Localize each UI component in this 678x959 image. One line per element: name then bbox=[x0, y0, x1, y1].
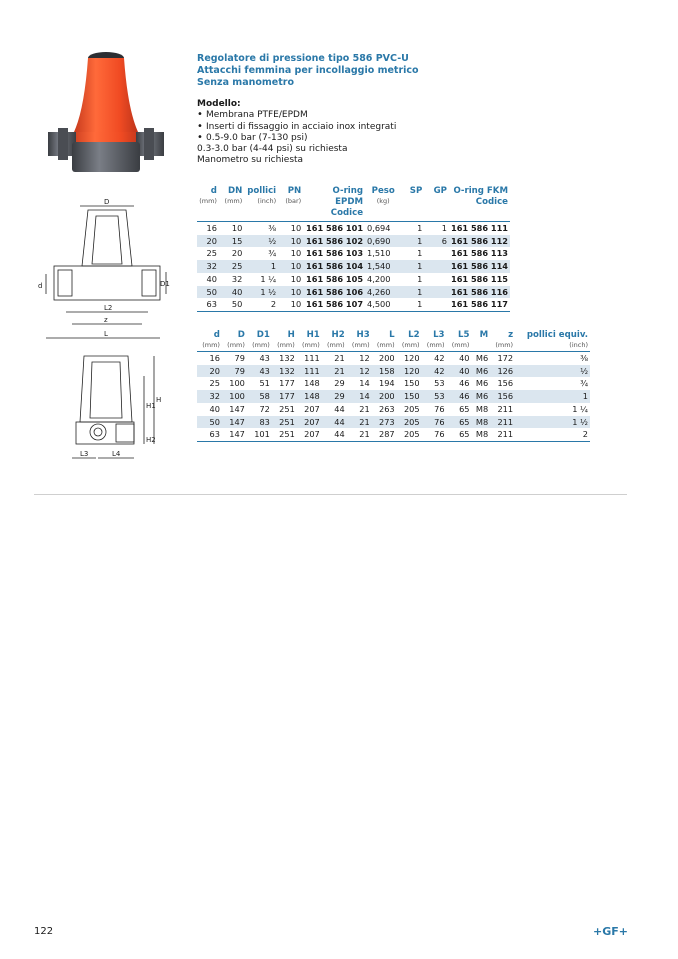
table-cell: 53 bbox=[434, 378, 445, 389]
column-header-unit: (inch) bbox=[257, 197, 277, 205]
column-header bbox=[219, 186, 244, 222]
column-header bbox=[272, 330, 297, 352]
table-cell: 40 bbox=[447, 365, 472, 378]
column-header-unit: (bar) bbox=[285, 197, 302, 205]
table-cell: 251 bbox=[279, 403, 295, 414]
table-cell: 156 bbox=[497, 378, 514, 389]
column-header-unit: (mm) bbox=[227, 341, 245, 349]
table-cell: 161 586 105 bbox=[306, 273, 364, 284]
column-header bbox=[424, 186, 449, 222]
table-cell: 21 bbox=[347, 428, 372, 441]
dim-label-D: D bbox=[104, 198, 110, 206]
table-cell: 32 bbox=[197, 260, 219, 273]
column-header bbox=[197, 330, 222, 352]
table-cell: 72 bbox=[259, 403, 270, 414]
table-row bbox=[197, 390, 590, 403]
table-cell: 211 bbox=[490, 428, 515, 441]
table-cell: 6 bbox=[424, 235, 449, 248]
column-header-label: d bbox=[210, 186, 217, 196]
table-cell: 16 bbox=[209, 353, 220, 363]
table-cell: 101 bbox=[247, 428, 272, 441]
column-header bbox=[197, 186, 219, 222]
column-header bbox=[471, 330, 490, 352]
table-cell: 32 bbox=[197, 390, 222, 403]
dim-label-z: z bbox=[104, 316, 108, 324]
table-cell: 1 bbox=[515, 390, 590, 403]
table-cell: 20 bbox=[231, 248, 243, 259]
table-cell: 40 bbox=[459, 353, 470, 363]
column-header bbox=[297, 330, 322, 352]
table-cell: 15 bbox=[219, 235, 244, 248]
table-cell: 1 bbox=[417, 248, 423, 259]
table-cell: 12 bbox=[347, 365, 372, 378]
model-bullet: • 0.5-9.0 bar (7-130 psi) bbox=[197, 133, 457, 144]
gf-logo: +GF+ bbox=[593, 925, 628, 938]
table-cell: 1 bbox=[401, 235, 424, 248]
column-header bbox=[372, 330, 397, 352]
column-header-label: L5 bbox=[458, 330, 470, 340]
table-cell: M8 bbox=[471, 416, 490, 429]
table-row bbox=[197, 416, 590, 429]
table-cell: 161 586 113 bbox=[451, 248, 508, 259]
column-header-label: O-ring FKM Codice bbox=[453, 186, 508, 207]
table-cell: 0,690 bbox=[365, 235, 401, 248]
table-cell: 132 bbox=[279, 353, 295, 363]
column-header-unit: (mm) bbox=[426, 341, 445, 349]
table-cell: 161 586 107 bbox=[303, 298, 365, 311]
table-row bbox=[197, 428, 590, 441]
divider bbox=[34, 494, 627, 495]
table-cell: 40 bbox=[209, 403, 220, 414]
table-cell: 161 586 104 bbox=[303, 260, 365, 273]
table-cell: 14 bbox=[359, 378, 370, 389]
dimensions-table bbox=[197, 330, 590, 442]
table-cell: 43 bbox=[259, 353, 270, 363]
column-header bbox=[303, 186, 365, 222]
table-cell: 177 bbox=[279, 378, 295, 389]
column-header bbox=[222, 330, 247, 352]
dim-label-H2: H2 bbox=[146, 436, 156, 444]
table-cell: 58 bbox=[247, 390, 272, 403]
table-cell: 79 bbox=[222, 365, 247, 378]
table-cell: 150 bbox=[397, 390, 422, 403]
column-header-label: pollici equiv. bbox=[526, 330, 588, 340]
column-header-unit: (kg) bbox=[376, 197, 390, 205]
table-cell: 40 bbox=[219, 286, 244, 299]
table-cell: 111 bbox=[304, 353, 320, 363]
dim-label-H1: H1 bbox=[146, 402, 156, 410]
table-cell: 161 586 111 bbox=[451, 223, 508, 233]
column-header-label: DN bbox=[227, 186, 243, 196]
column-header bbox=[422, 330, 447, 352]
table-cell: 65 bbox=[459, 403, 470, 414]
table-cell: ½ bbox=[515, 365, 590, 378]
column-header-label: L2 bbox=[408, 330, 420, 340]
table-cell bbox=[424, 298, 449, 311]
column-header-label: Peso bbox=[371, 186, 395, 196]
dim-label-L: L bbox=[104, 330, 108, 338]
table-cell: 65 bbox=[447, 428, 472, 441]
table-cell: 1 bbox=[417, 273, 423, 284]
table-cell: 4,200 bbox=[367, 273, 391, 284]
table-row bbox=[197, 247, 510, 260]
column-header-label: PN bbox=[287, 186, 302, 196]
table-cell: 263 bbox=[378, 403, 395, 414]
product-title bbox=[197, 53, 457, 89]
table-cell: 205 bbox=[397, 416, 422, 429]
table-cell: 156 bbox=[490, 390, 515, 403]
column-header-unit: (mm) bbox=[277, 341, 295, 349]
table-row bbox=[197, 365, 590, 378]
table-cell bbox=[424, 286, 449, 299]
table-cell: 29 bbox=[334, 378, 345, 389]
table-cell: 287 bbox=[372, 428, 397, 441]
column-header-label: O-ring EPDM Codice bbox=[330, 186, 364, 218]
table-cell: 111 bbox=[297, 365, 322, 378]
table-cell: ¾ bbox=[268, 248, 277, 259]
column-header-label: H2 bbox=[331, 330, 345, 340]
table-cell: 1 bbox=[417, 223, 423, 233]
dim-label-d: d bbox=[38, 282, 43, 290]
table-cell: 211 bbox=[497, 403, 514, 414]
table-cell: 200 bbox=[372, 390, 397, 403]
table-cell: ¾ bbox=[580, 378, 588, 389]
table-cell: 25 bbox=[206, 248, 217, 259]
table-cell: 147 bbox=[222, 416, 247, 429]
table-cell: 29 bbox=[322, 390, 347, 403]
column-header bbox=[401, 186, 424, 222]
column-header-unit: (mm) bbox=[202, 341, 220, 349]
table-cell: 10 bbox=[278, 260, 303, 273]
table-cell: 46 bbox=[447, 390, 472, 403]
dim-label-H: H bbox=[156, 396, 162, 404]
table-cell: 132 bbox=[272, 365, 297, 378]
table-cell: 76 bbox=[434, 403, 445, 414]
table-cell: 44 bbox=[322, 416, 347, 429]
column-header bbox=[347, 330, 372, 352]
table-cell: M8 bbox=[471, 428, 490, 441]
model-description bbox=[197, 99, 457, 167]
model-bullet: • Membrana PTFE/EPDM bbox=[197, 110, 457, 121]
table-cell: 25 bbox=[209, 378, 220, 389]
table-cell: M6 bbox=[471, 390, 490, 403]
table-cell: 251 bbox=[272, 428, 297, 441]
table-cell: 161 586 103 bbox=[306, 248, 364, 259]
table-cell: M6 bbox=[475, 378, 489, 389]
table-cell: 2 bbox=[244, 298, 278, 311]
table-cell: 4,500 bbox=[365, 298, 401, 311]
title-line: Attacchi femmina per incollaggio metrico bbox=[197, 65, 419, 76]
table-cell: 120 bbox=[403, 353, 420, 363]
table-cell: 21 bbox=[347, 416, 372, 429]
table-row bbox=[197, 377, 590, 390]
table-cell: 148 bbox=[304, 378, 320, 389]
column-header bbox=[449, 186, 510, 222]
table-cell: 161 586 112 bbox=[449, 235, 510, 248]
table-cell: 79 bbox=[234, 353, 245, 363]
column-header bbox=[322, 330, 347, 352]
table-cell: 161 586 117 bbox=[449, 298, 510, 311]
column-header-label: H bbox=[287, 330, 295, 340]
table-cell: 76 bbox=[422, 416, 447, 429]
table-cell: 53 bbox=[422, 390, 447, 403]
column-header-unit: (mm) bbox=[302, 341, 320, 349]
table-cell: 50 bbox=[219, 298, 244, 311]
table-cell: 14 bbox=[347, 390, 372, 403]
model-heading: Modello: bbox=[197, 99, 241, 109]
column-header-label: d bbox=[213, 330, 220, 340]
table-row bbox=[197, 298, 510, 311]
table-cell: 10 bbox=[278, 235, 303, 248]
table-cell: 10 bbox=[231, 223, 243, 233]
table-cell: 251 bbox=[272, 416, 297, 429]
column-header bbox=[278, 186, 303, 222]
column-header-label: SP bbox=[409, 186, 423, 196]
table-cell: 207 bbox=[297, 416, 322, 429]
column-header-label: D bbox=[237, 330, 245, 340]
column-header-unit: (mm) bbox=[451, 341, 470, 349]
table-cell: 10 bbox=[290, 223, 302, 233]
product-photo bbox=[36, 44, 176, 179]
table-cell: ½ bbox=[244, 235, 278, 248]
column-header-label: z bbox=[508, 330, 514, 340]
column-header-label: H1 bbox=[306, 330, 320, 340]
table-cell: 50 bbox=[197, 286, 219, 299]
table-cell: 207 bbox=[297, 428, 322, 441]
table-cell: 147 bbox=[222, 428, 247, 441]
table-cell: 1 bbox=[441, 223, 447, 233]
table-cell: 65 bbox=[447, 416, 472, 429]
column-header-label: M bbox=[479, 330, 489, 340]
table-cell: 205 bbox=[397, 428, 422, 441]
table-cell: 1,510 bbox=[367, 248, 391, 259]
table-row bbox=[197, 260, 510, 273]
table-cell: M8 bbox=[475, 403, 489, 414]
column-header-label: D1 bbox=[256, 330, 270, 340]
table-cell: 161 586 115 bbox=[451, 273, 508, 284]
table-cell: 63 bbox=[197, 298, 219, 311]
table-cell: 200 bbox=[378, 353, 395, 363]
table-cell: 46 bbox=[459, 378, 470, 389]
table-cell: 0,694 bbox=[367, 223, 391, 233]
table-cell: 4,260 bbox=[365, 286, 401, 299]
table-cell: 50 bbox=[197, 416, 222, 429]
table-cell: 12 bbox=[359, 353, 370, 363]
column-header-label: pollici bbox=[247, 186, 277, 196]
table-cell: 1 bbox=[244, 260, 278, 273]
table-cell: 10 bbox=[290, 273, 302, 284]
table-cell: 148 bbox=[297, 390, 322, 403]
table-row bbox=[197, 286, 510, 299]
table-cell: 172 bbox=[497, 353, 514, 363]
table-cell bbox=[424, 273, 449, 286]
table-row bbox=[197, 403, 590, 416]
table-cell: 32 bbox=[231, 273, 243, 284]
table-cell: 194 bbox=[378, 378, 395, 389]
table-cell: 126 bbox=[490, 365, 515, 378]
model-bullet: • Inserti di fissaggio in acciaio inox integrati bbox=[197, 122, 457, 133]
table-cell: 205 bbox=[403, 403, 420, 414]
table-cell: 76 bbox=[422, 428, 447, 441]
column-header-label: L bbox=[389, 330, 395, 340]
table-cell: 147 bbox=[229, 403, 245, 414]
column-header bbox=[515, 330, 590, 352]
table-cell: 16 bbox=[206, 223, 217, 233]
technical-drawing bbox=[36, 196, 174, 476]
table-cell: 207 bbox=[304, 403, 320, 414]
table-cell: 161 586 106 bbox=[303, 286, 365, 299]
table-cell: 1 ½ bbox=[515, 416, 590, 429]
table-cell: 83 bbox=[247, 416, 272, 429]
table-cell bbox=[424, 247, 449, 260]
table-cell: 44 bbox=[322, 428, 347, 441]
table-cell: 10 bbox=[278, 298, 303, 311]
title-line: Regolatore di pressione tipo 586 PVC-U bbox=[197, 53, 409, 64]
table-cell: 20 bbox=[197, 235, 219, 248]
dim-label-D1: D1 bbox=[160, 280, 170, 288]
table-cell: 44 bbox=[334, 403, 345, 414]
table-cell: 1 ½ bbox=[244, 286, 278, 299]
table-cell: 100 bbox=[222, 390, 247, 403]
table-cell: 1 ¼ bbox=[572, 403, 588, 414]
table-cell: 158 bbox=[372, 365, 397, 378]
column-header-unit: (mm) bbox=[376, 341, 395, 349]
table-cell: 161 586 101 bbox=[306, 223, 364, 233]
table-cell: M6 bbox=[471, 365, 490, 378]
column-header bbox=[447, 330, 472, 352]
table-row bbox=[197, 235, 510, 248]
table-cell: 100 bbox=[229, 378, 245, 389]
table-cell: 20 bbox=[197, 365, 222, 378]
table-cell: ⅜ bbox=[268, 223, 277, 233]
table-cell: 40 bbox=[206, 273, 217, 284]
column-header-unit: (mm) bbox=[199, 197, 217, 205]
table-cell: 1 bbox=[401, 286, 424, 299]
table-cell: 42 bbox=[434, 353, 445, 363]
column-header-unit: (mm) bbox=[495, 341, 514, 349]
table-cell: 42 bbox=[422, 365, 447, 378]
table-cell: 1 bbox=[401, 298, 424, 311]
table-cell: 161 586 116 bbox=[449, 286, 510, 299]
column-header-unit: (mm) bbox=[326, 341, 345, 349]
table-cell: 1 bbox=[401, 260, 424, 273]
table-cell: 10 bbox=[290, 248, 302, 259]
table-cell: 1 ¼ bbox=[260, 273, 277, 284]
table-row bbox=[197, 222, 510, 235]
column-header-unit: (mm) bbox=[252, 341, 270, 349]
table-cell: 120 bbox=[397, 365, 422, 378]
page-number: 122 bbox=[34, 926, 54, 937]
table-cell: M6 bbox=[475, 353, 489, 363]
column-header-label: GP bbox=[433, 186, 447, 196]
table-cell: 1,540 bbox=[365, 260, 401, 273]
table-cell: 2 bbox=[515, 428, 590, 441]
table-cell bbox=[424, 260, 449, 273]
column-header bbox=[365, 186, 401, 222]
table-cell: 25 bbox=[219, 260, 244, 273]
model-note: 0.3-3.0 bar (4-44 psi) su richiesta bbox=[197, 144, 348, 155]
table-cell: 211 bbox=[490, 416, 515, 429]
order-code-table bbox=[197, 186, 510, 312]
table-cell: 150 bbox=[403, 378, 420, 389]
model-note: Manometro su richiesta bbox=[197, 155, 304, 166]
table-cell: 63 bbox=[197, 428, 222, 441]
table-cell: 273 bbox=[372, 416, 397, 429]
table-cell: 10 bbox=[278, 286, 303, 299]
table-cell: 21 bbox=[322, 365, 347, 378]
table-row bbox=[197, 273, 510, 286]
table-cell: 177 bbox=[272, 390, 297, 403]
title-line: Senza manometro bbox=[197, 77, 294, 88]
dim-label-L3: L3 bbox=[80, 450, 89, 458]
column-header-label: L3 bbox=[433, 330, 445, 340]
column-header-unit: (mm) bbox=[351, 341, 370, 349]
table-cell: 161 586 114 bbox=[449, 260, 510, 273]
table-row bbox=[197, 352, 590, 365]
table-cell: ⅜ bbox=[580, 353, 588, 363]
column-header bbox=[244, 186, 278, 222]
column-header-unit: (inch) bbox=[569, 341, 588, 349]
dim-label-L2: L2 bbox=[104, 304, 113, 312]
column-header bbox=[490, 330, 515, 352]
table-cell: 21 bbox=[359, 403, 370, 414]
column-header bbox=[247, 330, 272, 352]
column-header-label: H3 bbox=[356, 330, 370, 340]
column-header-unit: (mm) bbox=[224, 197, 243, 205]
table-cell: 21 bbox=[334, 353, 345, 363]
dim-label-L4: L4 bbox=[112, 450, 121, 458]
table-cell: 43 bbox=[247, 365, 272, 378]
table-cell: 161 586 102 bbox=[303, 235, 365, 248]
table-cell: 51 bbox=[259, 378, 270, 389]
column-header-unit: (mm) bbox=[401, 341, 420, 349]
column-header bbox=[397, 330, 422, 352]
